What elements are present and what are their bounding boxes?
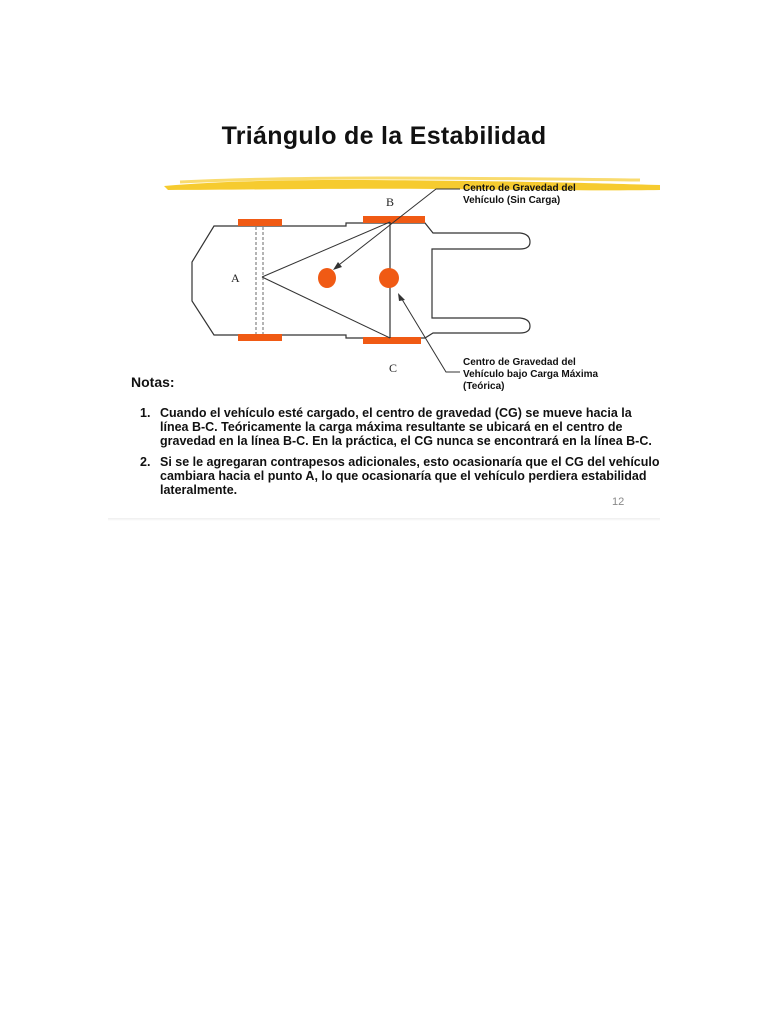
list-item-text: Cuando el vehículo esté cargado, el centro de gravedad (CG) se mueve hacia la línea B-C. Teóricamente la carga máxima resultante se ubicará en el centro de gravedad en la línea B-C. En la práctica, el CG nunca se encontrará en la línea B-C. [160, 406, 652, 448]
vehicle-outline [192, 223, 530, 338]
notes-heading: Notas: [131, 374, 175, 390]
slide-title: Triángulo de la Estabilidad [221, 122, 547, 150]
point-a-label: A [231, 271, 240, 285]
callout-cg-unloaded: Centro de Gravedad del Vehículo (Sin Carga) [463, 183, 576, 206]
wheel [238, 334, 282, 341]
callout-cg-max-load: Centro de Gravedad del Vehículo bajo Carga Máxima (Teórica) [463, 357, 599, 392]
list-item-number: 2. [140, 455, 151, 469]
point-c-label: C [389, 361, 398, 375]
list-item [140, 455, 660, 497]
callout-leader-top [335, 189, 460, 268]
list-item [140, 406, 660, 448]
list-item-text: Si se le agregaran contrapesos adicionales, esto ocasionaría que el CG del vehículo cambiara hacia el punto A, lo que ocasionaría que el vehículo perdiera estabilidad lateralmente. [160, 455, 660, 497]
point-b-label: B [386, 195, 395, 209]
list-item-number: 1. [140, 406, 151, 420]
page-number: 12 [612, 496, 625, 508]
arrowhead [398, 293, 405, 301]
cg-max-load [379, 268, 399, 288]
notes-list [140, 406, 660, 504]
highlighter-stroke [164, 180, 660, 190]
cg-unloaded [318, 268, 336, 288]
wheel [238, 219, 282, 226]
wheel [363, 337, 421, 344]
callout-leader-bottom [400, 296, 460, 372]
